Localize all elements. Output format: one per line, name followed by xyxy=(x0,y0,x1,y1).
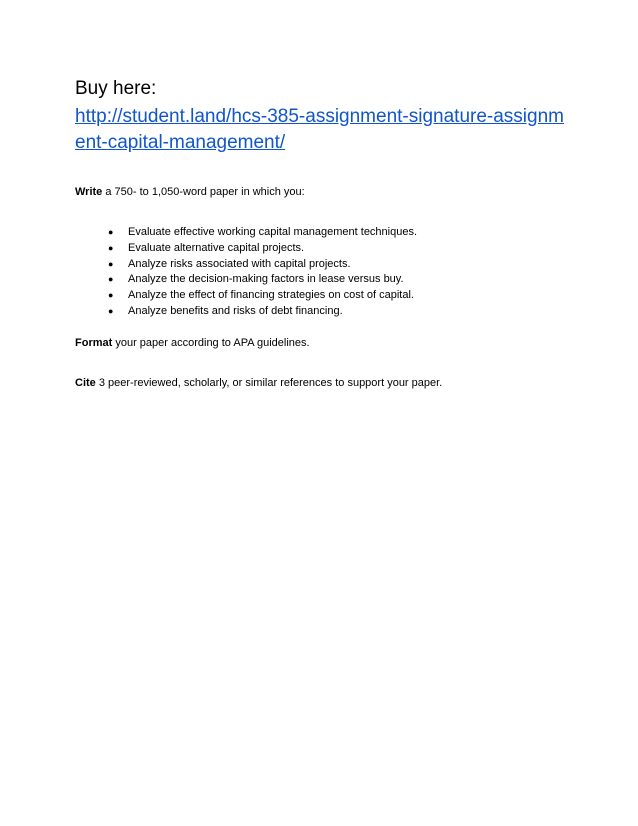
list-item xyxy=(107,257,417,273)
cite-text: 3 peer-reviewed, scholarly, or similar references to support your paper. xyxy=(95,377,443,389)
bullet-icon: ● xyxy=(108,258,114,269)
list-item-text: Analyze the effect of financing strategies on cost of capital. xyxy=(128,289,414,302)
format-keyword: Format xyxy=(75,337,113,349)
bullet-icon: ● xyxy=(108,305,114,316)
write-keyword: Write xyxy=(75,186,103,198)
purchase-link-line-2: ent-capital-management/ xyxy=(75,132,286,153)
bullet-icon: ● xyxy=(108,290,114,301)
format-text: your paper according to APA guidelines. xyxy=(112,337,310,349)
list-item-text: Analyze benefits and risks of debt financing. xyxy=(128,304,343,317)
bullet-icon: ● xyxy=(108,242,114,253)
list-item-text: Evaluate effective working capital management techniques. xyxy=(128,226,418,238)
list-item xyxy=(107,288,417,304)
bullet-icon: ● xyxy=(108,274,114,285)
bullet-icon: ● xyxy=(108,227,114,237)
list-item-text: Analyze risks associated with capital projects. xyxy=(128,257,351,270)
list-item xyxy=(107,241,417,257)
purchase-link[interactable] xyxy=(75,104,575,156)
list-item xyxy=(107,225,417,241)
cite-paragraph xyxy=(75,376,442,390)
requirements-list xyxy=(107,225,417,320)
purchase-link-line-1: http://student.land/hcs-385-assignment-signature-assignm xyxy=(75,106,564,127)
instruction-text: a 750- to 1,050-word paper in which you: xyxy=(102,186,305,198)
list-item xyxy=(107,272,417,288)
format-paragraph xyxy=(75,336,310,350)
cite-keyword: Cite xyxy=(75,377,96,389)
list-item xyxy=(107,304,417,320)
list-item-text: Evaluate alternative capital projects. xyxy=(128,241,305,254)
buy-here-heading: Buy here: xyxy=(75,78,157,99)
list-item-text: Analyze the decision-making factors in lease versus buy. xyxy=(128,273,404,286)
instruction-paragraph xyxy=(75,185,305,199)
